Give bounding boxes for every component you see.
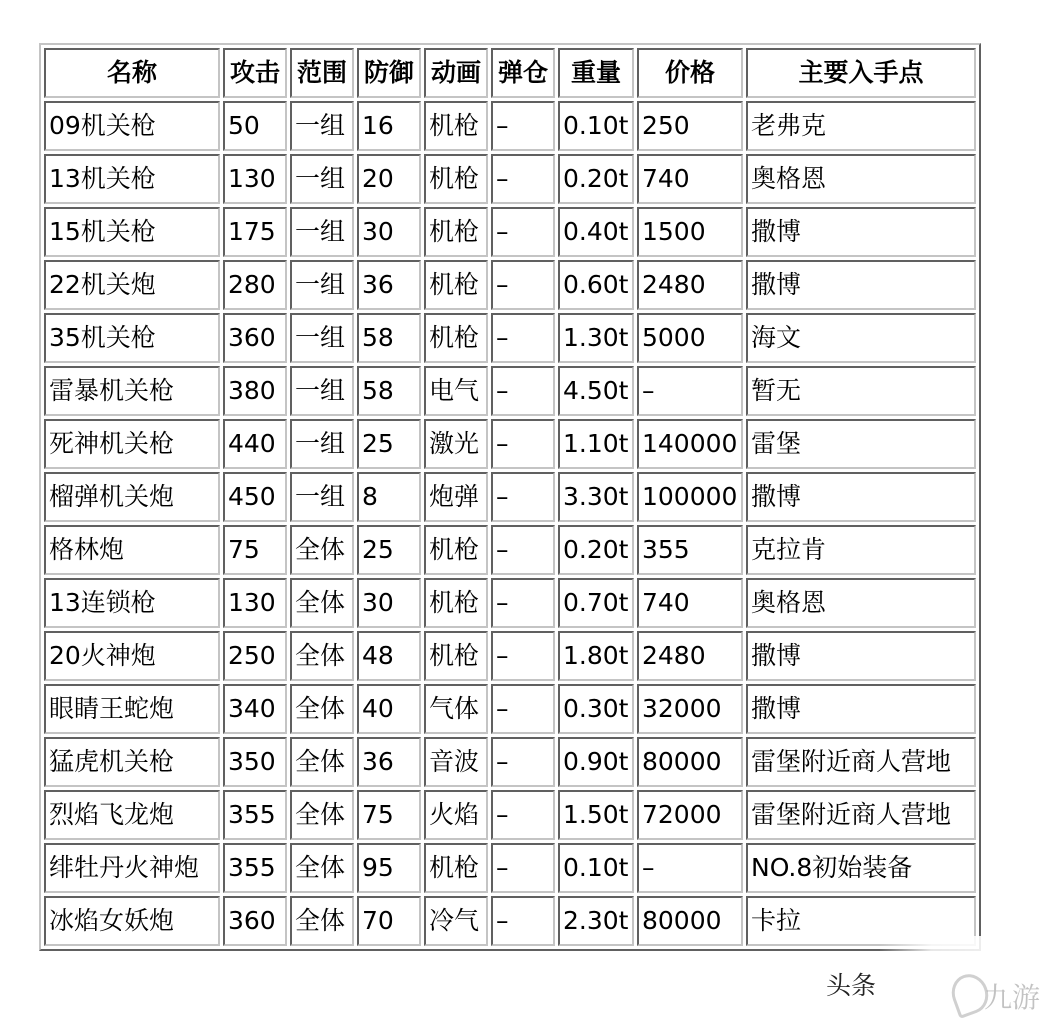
table-cell: 榴弹机关炮: [44, 472, 220, 522]
table-cell: 机枪: [424, 843, 488, 893]
table-cell: –: [637, 366, 743, 416]
table-cell: –: [491, 737, 555, 787]
table-cell: 355: [223, 843, 287, 893]
table-cell: 250: [223, 631, 287, 681]
table-cell: 75: [357, 790, 421, 840]
table-cell: 30: [357, 207, 421, 257]
table-row: [44, 207, 976, 257]
table-cell: 0.60t: [558, 260, 634, 310]
table-cell: 80000: [637, 737, 743, 787]
table-cell: 炮弹: [424, 472, 488, 522]
table-cell: 175: [223, 207, 287, 257]
table-cell: –: [491, 260, 555, 310]
table-cell: 380: [223, 366, 287, 416]
table-cell: 58: [357, 366, 421, 416]
table-cell: 70: [357, 896, 421, 946]
table-cell: 250: [637, 101, 743, 151]
table-cell: 奥格恩: [746, 154, 976, 204]
table-cell: 机枪: [424, 313, 488, 363]
table-cell: 机枪: [424, 260, 488, 310]
weapons-table: [39, 43, 981, 951]
table-cell: 一组: [290, 101, 354, 151]
table-cell: 40: [357, 684, 421, 734]
table-cell: –: [491, 366, 555, 416]
table-cell: 2480: [637, 631, 743, 681]
table-cell: 30: [357, 578, 421, 628]
table-cell: 16: [357, 101, 421, 151]
table-row: [44, 737, 976, 787]
table-cell: 老弗克: [746, 101, 976, 151]
table-cell: 0.40t: [558, 207, 634, 257]
table-cell: 雷堡附近商人营地: [746, 737, 976, 787]
table-cell: 死神机关枪: [44, 419, 220, 469]
table-cell: 撒博: [746, 684, 976, 734]
table-cell: –: [491, 313, 555, 363]
table-cell: 电气: [424, 366, 488, 416]
table-row: [44, 419, 976, 469]
table-cell: 火焰: [424, 790, 488, 840]
table-cell: 气体: [424, 684, 488, 734]
table-cell: 撒博: [746, 207, 976, 257]
table-cell: 卡拉: [746, 896, 976, 946]
table-cell: 4.50t: [558, 366, 634, 416]
table-cell: 克拉肯: [746, 525, 976, 575]
table-cell: 8: [357, 472, 421, 522]
table-row: [44, 578, 976, 628]
table-cell: –: [491, 525, 555, 575]
table-cell: 0.10t: [558, 101, 634, 151]
table-cell: –: [491, 631, 555, 681]
table-cell: 撒博: [746, 631, 976, 681]
table-row: [44, 313, 976, 363]
table-cell: 全体: [290, 896, 354, 946]
table-cell: 0.20t: [558, 154, 634, 204]
column-header: 弹仓: [491, 48, 555, 98]
table-header-row: [44, 48, 976, 98]
table-cell: 机枪: [424, 154, 488, 204]
table-cell: 440: [223, 419, 287, 469]
table-cell: 280: [223, 260, 287, 310]
table-cell: 音波: [424, 737, 488, 787]
column-header: 攻击: [223, 48, 287, 98]
table-cell: 3.30t: [558, 472, 634, 522]
table-body: [44, 101, 976, 946]
column-header: 重量: [558, 48, 634, 98]
table-cell: 100000: [637, 472, 743, 522]
table-cell: 雷暴机关枪: [44, 366, 220, 416]
table-cell: 雷堡附近商人营地: [746, 790, 976, 840]
table-cell: 48: [357, 631, 421, 681]
column-header: 防御: [357, 48, 421, 98]
table-cell: 32000: [637, 684, 743, 734]
table-cell: 340: [223, 684, 287, 734]
table-cell: 2480: [637, 260, 743, 310]
watermark-logo-text: 九游: [984, 981, 1041, 1014]
table-cell: 雷堡: [746, 419, 976, 469]
table-cell: 一组: [290, 472, 354, 522]
table-cell: 全体: [290, 684, 354, 734]
table-cell: 机枪: [424, 101, 488, 151]
table-cell: 72000: [637, 790, 743, 840]
table-cell: 22机关炮: [44, 260, 220, 310]
table-row: [44, 154, 976, 204]
table-row: [44, 472, 976, 522]
table-cell: –: [491, 154, 555, 204]
table-cell: –: [491, 472, 555, 522]
table-cell: 全体: [290, 790, 354, 840]
table-cell: 一组: [290, 260, 354, 310]
table-cell: 130: [223, 154, 287, 204]
table-cell: 58: [357, 313, 421, 363]
column-header: 价格: [637, 48, 743, 98]
column-header: 名称: [44, 48, 220, 98]
table-cell: 1.80t: [558, 631, 634, 681]
table-cell: 0.90t: [558, 737, 634, 787]
table-cell: 一组: [290, 207, 354, 257]
table-cell: 猛虎机关枪: [44, 737, 220, 787]
table-cell: 1.30t: [558, 313, 634, 363]
table-cell: 0.10t: [558, 843, 634, 893]
table-cell: 25: [357, 419, 421, 469]
table-cell: 撒博: [746, 472, 976, 522]
table-cell: 全体: [290, 525, 354, 575]
table-row: [44, 684, 976, 734]
table-cell: 全体: [290, 578, 354, 628]
table-cell: 1500: [637, 207, 743, 257]
table-cell: 35机关枪: [44, 313, 220, 363]
table-cell: 一组: [290, 313, 354, 363]
table-cell: 450: [223, 472, 287, 522]
table-cell: –: [491, 207, 555, 257]
table-row: [44, 260, 976, 310]
table-cell: 一组: [290, 419, 354, 469]
table-cell: 0.20t: [558, 525, 634, 575]
table-cell: 355: [637, 525, 743, 575]
table-cell: 350: [223, 737, 287, 787]
table-cell: 20: [357, 154, 421, 204]
table-cell: 冰焰女妖炮: [44, 896, 220, 946]
table-cell: 15机关枪: [44, 207, 220, 257]
table-cell: –: [491, 578, 555, 628]
table-cell: 1.10t: [558, 419, 634, 469]
table-cell: 130: [223, 578, 287, 628]
table-row: [44, 631, 976, 681]
table-cell: 09机关枪: [44, 101, 220, 151]
table-cell: 机枪: [424, 207, 488, 257]
table-cell: 36: [357, 260, 421, 310]
table-cell: 0.30t: [558, 684, 634, 734]
column-header: 范围: [290, 48, 354, 98]
table-cell: 36: [357, 737, 421, 787]
table-cell: –: [491, 684, 555, 734]
table-cell: 奥格恩: [746, 578, 976, 628]
table-cell: 360: [223, 896, 287, 946]
table-cell: NO.8初始装备: [746, 843, 976, 893]
table-cell: 机枪: [424, 578, 488, 628]
table-cell: 全体: [290, 843, 354, 893]
table-row: [44, 101, 976, 151]
table-cell: 80000: [637, 896, 743, 946]
table-cell: 75: [223, 525, 287, 575]
table-cell: 25: [357, 525, 421, 575]
table-cell: 格林炮: [44, 525, 220, 575]
table-cell: 740: [637, 578, 743, 628]
watermark-logo: [880, 936, 1044, 1021]
table-cell: 暂无: [746, 366, 976, 416]
table-row: [44, 896, 976, 946]
table-cell: 烈焰飞龙炮: [44, 790, 220, 840]
table-cell: 1.50t: [558, 790, 634, 840]
table-cell: 海文: [746, 313, 976, 363]
table-cell: 2.30t: [558, 896, 634, 946]
table-row: [44, 525, 976, 575]
table-cell: 全体: [290, 737, 354, 787]
table-cell: 眼睛王蛇炮: [44, 684, 220, 734]
table-cell: 13连锁枪: [44, 578, 220, 628]
table-row: [44, 843, 976, 893]
table-row: [44, 366, 976, 416]
table-cell: 一组: [290, 154, 354, 204]
table-cell: 撒博: [746, 260, 976, 310]
table-cell: –: [491, 843, 555, 893]
table-cell: –: [491, 101, 555, 151]
table-cell: 140000: [637, 419, 743, 469]
table-cell: 一组: [290, 366, 354, 416]
table-cell: 0.70t: [558, 578, 634, 628]
table-cell: –: [491, 419, 555, 469]
table-cell: 激光: [424, 419, 488, 469]
weapons-table-container: [39, 43, 981, 951]
column-header: 动画: [424, 48, 488, 98]
table-cell: 5000: [637, 313, 743, 363]
table-cell: 740: [637, 154, 743, 204]
table-cell: 355: [223, 790, 287, 840]
table-cell: 冷气: [424, 896, 488, 946]
table-cell: 全体: [290, 631, 354, 681]
watermark-text: 头条: [826, 971, 877, 1000]
table-cell: 13机关枪: [44, 154, 220, 204]
table-cell: 20火神炮: [44, 631, 220, 681]
table-row: [44, 790, 976, 840]
table-cell: 机枪: [424, 525, 488, 575]
table-cell: 机枪: [424, 631, 488, 681]
table-cell: 绯牡丹火神炮: [44, 843, 220, 893]
table-cell: –: [491, 896, 555, 946]
table-cell: –: [637, 843, 743, 893]
column-header: 主要入手点: [746, 48, 976, 98]
table-cell: 95: [357, 843, 421, 893]
table-cell: 360: [223, 313, 287, 363]
table-cell: –: [491, 790, 555, 840]
table-cell: 50: [223, 101, 287, 151]
